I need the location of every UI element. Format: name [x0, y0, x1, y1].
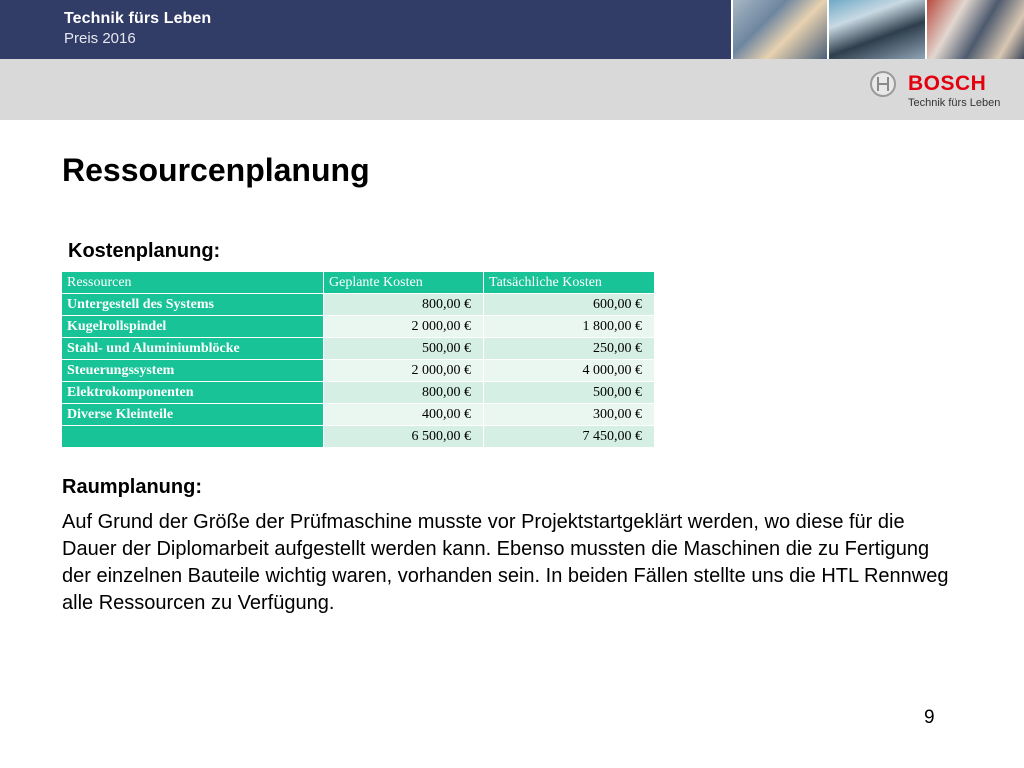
table-row: [62, 360, 655, 382]
page-number: 9: [924, 707, 935, 728]
actual-cost-cell: 4 000,00 €: [484, 360, 655, 382]
actual-cost-cell: 500,00 €: [484, 382, 655, 404]
column-header-planned: Geplante Kosten: [324, 272, 484, 294]
banner-photo: [731, 0, 827, 59]
actual-cost-cell: 300,00 €: [484, 404, 655, 426]
column-header-resources: Ressourcen: [62, 272, 324, 294]
resource-cell: Untergestell des Systems: [62, 294, 324, 316]
room-planning-heading: Raumplanung:: [62, 476, 202, 498]
table-row: [62, 294, 655, 316]
planned-cost-cell: 400,00 €: [324, 404, 484, 426]
actual-cost-cell: 250,00 €: [484, 338, 655, 360]
actual-total-cell: 7 450,00 €: [484, 426, 655, 448]
planned-cost-cell: 800,00 €: [324, 382, 484, 404]
planned-cost-cell: 2 000,00 €: [324, 360, 484, 382]
planned-total-cell: 6 500,00 €: [324, 426, 484, 448]
brand-claim: Technik fürs Leben: [908, 97, 1001, 109]
total-label-cell: [62, 426, 324, 448]
table-row: [62, 404, 655, 426]
resource-cell: Diverse Kleinteile: [62, 404, 324, 426]
brand-logo-text: BOSCH: [908, 72, 987, 95]
planned-cost-cell: 2 000,00 €: [324, 316, 484, 338]
table-total-row: [62, 426, 655, 448]
actual-cost-cell: 1 800,00 €: [484, 316, 655, 338]
actual-cost-cell: 600,00 €: [484, 294, 655, 316]
cost-planning-heading: Kostenplanung:: [68, 240, 221, 262]
top-banner: [0, 0, 1024, 59]
room-planning-text: Auf Grund der Größe der Prüfmaschine musste vor Projektstartgeklärt werden, wo diese für die Dauer der Diplomarbeit aufgestellt werden kann. Ebenso mussten die Maschinen die zu Fertigung der einzelnen Bauteile wichtig waren, vorhanden sein. In beiden Fällen stellte uns die HTL Rennweg alle Ressourcen zu Verfügung.: [62, 511, 949, 614]
resource-cell: Kugelrollspindel: [62, 316, 324, 338]
banner-photo-strip: [731, 0, 1024, 59]
table-row: [62, 316, 655, 338]
cost-table: [61, 271, 655, 448]
table-header-row: [62, 272, 655, 294]
resource-cell: Elektrokomponenten: [62, 382, 324, 404]
resource-cell: Stahl- und Aluminiumblöcke: [62, 338, 324, 360]
resource-cell: Steuerungssystem: [62, 360, 324, 382]
banner-photo: [827, 0, 925, 59]
banner-subtitle: Preis 2016: [64, 30, 136, 47]
table-row: [62, 382, 655, 404]
banner-title: Technik fürs Leben: [64, 10, 212, 27]
table-row: [62, 338, 655, 360]
column-header-actual: Tatsächliche Kosten: [484, 272, 655, 294]
slide-title: Ressourcenplanung: [62, 152, 370, 188]
planned-cost-cell: 500,00 €: [324, 338, 484, 360]
bosch-armature-icon: [870, 71, 896, 97]
banner-photo: [925, 0, 1024, 59]
planned-cost-cell: 800,00 €: [324, 294, 484, 316]
